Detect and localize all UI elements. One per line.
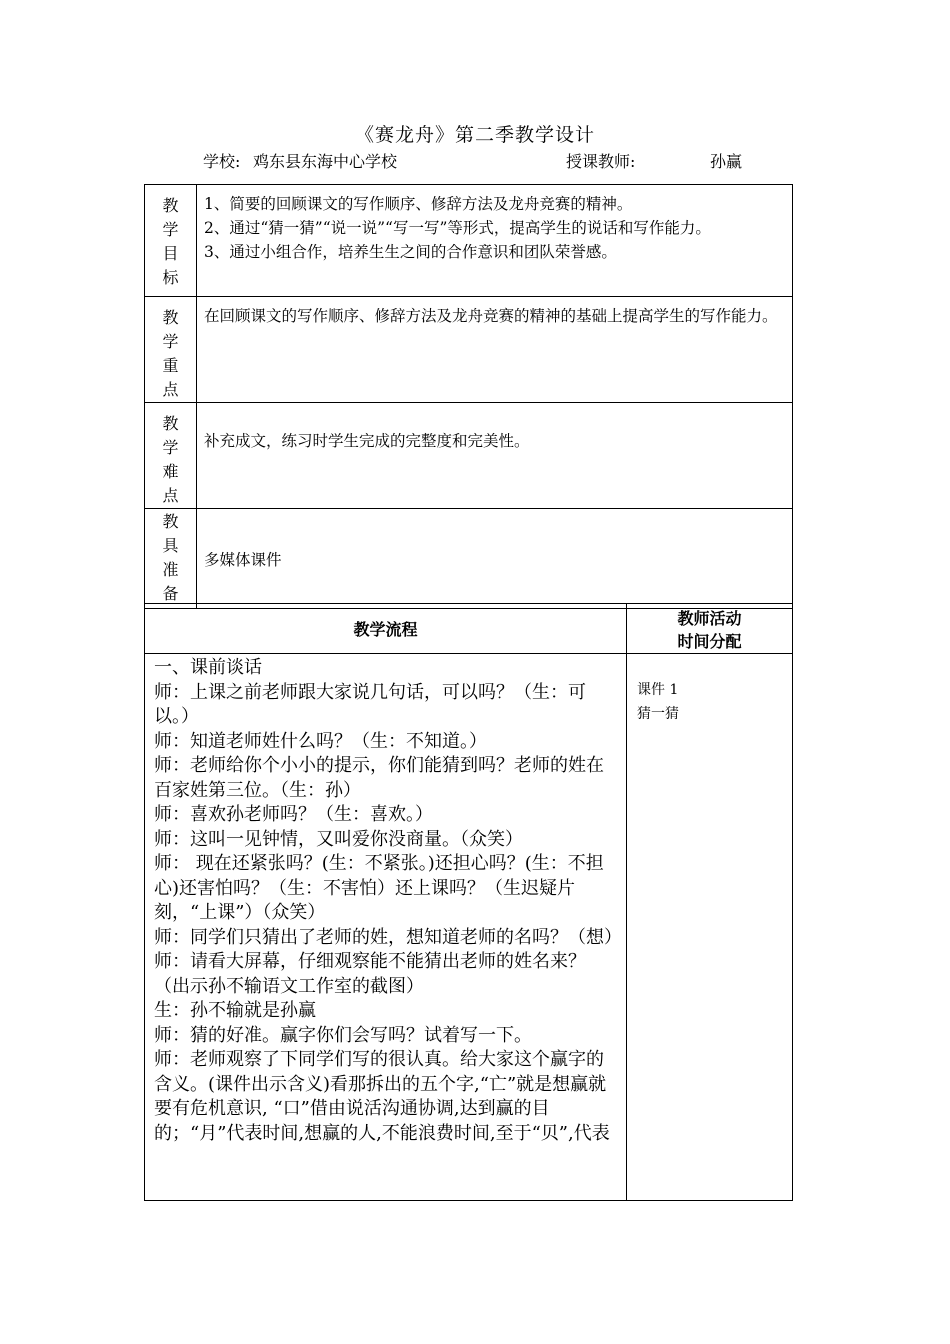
teacher-name: 孙赢 bbox=[710, 152, 743, 171]
row-label-objectives bbox=[145, 185, 197, 297]
label-char: 备 bbox=[162, 584, 179, 603]
process-line: 师：请看大屏幕，仔细观察能不能猜出老师的姓名来？（出示孙不输语文工作室的截图） bbox=[154, 951, 586, 997]
label-char: 点 bbox=[162, 380, 179, 399]
lesson-info-table bbox=[144, 184, 793, 609]
label-char: 学 bbox=[162, 332, 179, 351]
materials-row bbox=[145, 509, 793, 609]
label-char: 准 bbox=[162, 560, 179, 579]
objective-line: 3、通过小组合作，培养生生之间的合作意识和团队荣誉感。 bbox=[204, 243, 617, 261]
process-line: 师：上课之前老师跟大家说几句话，可以吗？（生：可以。） bbox=[154, 681, 586, 727]
label-char: 标 bbox=[162, 268, 179, 287]
label-char: 点 bbox=[162, 486, 179, 505]
materials-line: 多媒体课件 bbox=[204, 551, 282, 569]
school-label: 学校: bbox=[203, 152, 241, 171]
process-line: 生：孙不输就是孙赢 bbox=[154, 1000, 316, 1021]
teacher-label: 授课教师: bbox=[566, 152, 636, 171]
process-line: 师：老师观察了下同学们写的很认真。给大家这个赢字的含义。(课件出示含义)看那拆出的五个字,“亡”就是想赢就要有危机意识, “口”借由说活沟通协调,达到赢的目的；“月”代表时间,想赢的人,不能浪费时间,至于“贝”,代表 bbox=[154, 1049, 610, 1144]
label-char: 具 bbox=[162, 536, 179, 555]
label-char: 学 bbox=[162, 438, 179, 457]
label-char: 学 bbox=[162, 220, 179, 239]
label-char: 教 bbox=[162, 196, 179, 215]
objectives-content bbox=[197, 185, 793, 297]
label-char: 重 bbox=[162, 356, 179, 375]
objective-line: 1、简要的回顾课文的写作顺序、修辞方法及龙舟竞赛的精神。 bbox=[204, 195, 633, 213]
materials-content bbox=[197, 509, 793, 609]
document-title: 《赛龙舟》第二季教学设计 bbox=[354, 124, 595, 146]
label-char: 教 bbox=[162, 512, 179, 531]
teaching-process-table bbox=[144, 603, 793, 1201]
difficulties-content bbox=[197, 403, 793, 509]
key-points-content bbox=[197, 297, 793, 403]
key-point-line: 在回顾课文的写作顺序、修辞方法及龙舟竞赛的精神的基础上提高学生的写作能力。 bbox=[204, 307, 778, 325]
objective-line: 2、通过“猜一猜”“说一说”“写一写”等形式，提高学生的说话和写作能力。 bbox=[204, 219, 711, 237]
label-char: 难 bbox=[162, 462, 179, 481]
process-line: 师： 现在还紧张吗？(生：不紧张。)还担心吗？(生：不担心)还害怕吗？（生：不害怕）还上课吗？（生迟疑片刻，“上课”）（众笑） bbox=[154, 853, 604, 923]
difficulty-line: 补充成文，练习时学生完成的完整度和完美性。 bbox=[204, 432, 530, 450]
activity-line: 课件 1 bbox=[637, 682, 679, 698]
process-line: 师：同学们只猜出了老师的姓，想知道老师的名吗？（想） bbox=[154, 926, 622, 948]
process-line: 师：知道老师姓什么吗？（生：不知道。） bbox=[154, 730, 487, 752]
objectives-row bbox=[145, 185, 793, 297]
label-char: 教 bbox=[162, 414, 179, 433]
process-line: 师：喜欢孙老师吗？（生：喜欢。） bbox=[154, 804, 433, 825]
process-body-row bbox=[145, 654, 793, 1201]
row-label-difficulties bbox=[145, 403, 197, 509]
activity-header bbox=[627, 604, 793, 654]
activity-header-line: 时间分配 bbox=[677, 631, 742, 651]
process-content bbox=[145, 654, 627, 1201]
label-char: 目 bbox=[162, 244, 179, 263]
activity-line: 猜一猜 bbox=[637, 706, 679, 722]
process-line: 一、课前谈话 bbox=[154, 657, 262, 678]
process-header: 教学流程 bbox=[145, 604, 627, 654]
process-header-row bbox=[145, 604, 793, 654]
process-line: 师：猜的好准。赢字你们会写吗？试着写一下。 bbox=[154, 1024, 532, 1046]
process-line: 师：这叫一见钟情，又叫爱你没商量。（众笑） bbox=[154, 828, 523, 850]
activity-content bbox=[627, 654, 793, 1201]
process-line: 师：老师给你个小小的提示，你们能猜到吗？老师的姓在百家姓第三位。（生：孙） bbox=[154, 755, 604, 801]
row-label-materials bbox=[145, 509, 197, 609]
activity-header-line: 教师活动 bbox=[677, 608, 742, 628]
label-char: 教 bbox=[162, 308, 179, 327]
key-points-row bbox=[145, 297, 793, 403]
school-name: 鸡东县东海中心学校 bbox=[253, 152, 398, 171]
difficulties-row bbox=[145, 403, 793, 509]
row-label-key-points bbox=[145, 297, 197, 403]
